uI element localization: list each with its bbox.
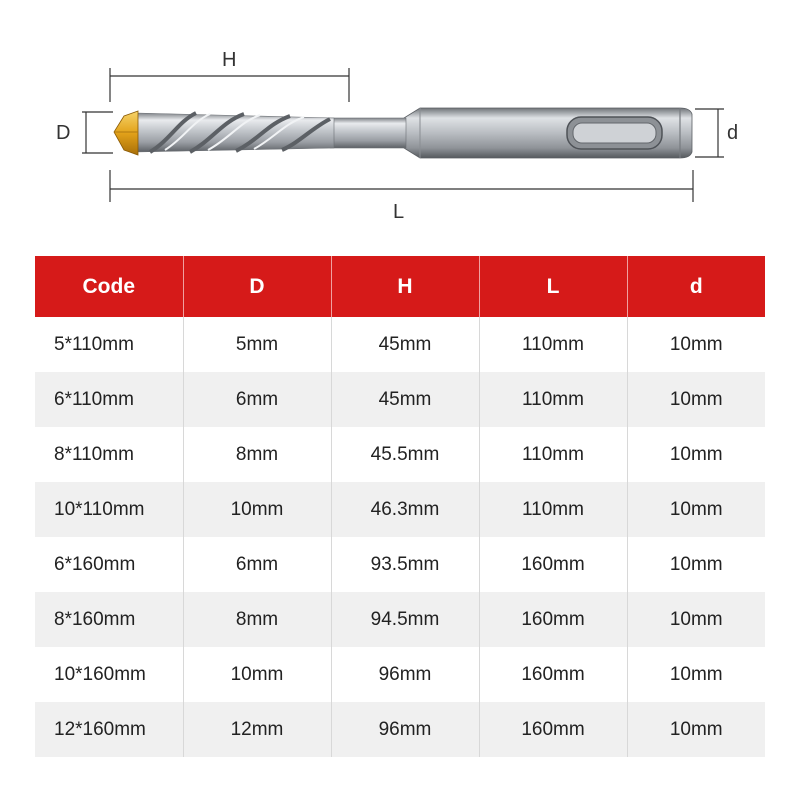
dimension-l: [110, 170, 693, 202]
cell-d-shank: 10mm: [627, 372, 765, 427]
cell-h: 96mm: [331, 702, 479, 757]
cell-code: 12*160mm: [35, 702, 183, 757]
table-row: [35, 592, 765, 647]
carbide-tip: [114, 111, 138, 155]
cell-code: 8*110mm: [35, 427, 183, 482]
label-d-shank: d: [727, 122, 739, 144]
cell-code: 10*110mm: [35, 482, 183, 537]
cell-d-shank: 10mm: [627, 482, 765, 537]
cell-l: 110mm: [479, 372, 627, 427]
cell-h: 46.3mm: [331, 482, 479, 537]
cell-h: 93.5mm: [331, 537, 479, 592]
cell-h: 45mm: [331, 372, 479, 427]
cell-h: 94.5mm: [331, 592, 479, 647]
cell-h: 45.5mm: [331, 427, 479, 482]
cell-d-tip: 12mm: [183, 702, 331, 757]
cell-d-tip: 6mm: [183, 537, 331, 592]
label-l: L: [393, 201, 405, 223]
table-row: [35, 702, 765, 757]
cell-d-tip: 10mm: [183, 482, 331, 537]
cell-code: 6*110mm: [35, 372, 183, 427]
cell-d-tip: 8mm: [183, 427, 331, 482]
cell-d-shank: 10mm: [627, 592, 765, 647]
cell-d-shank: 10mm: [627, 702, 765, 757]
cell-l: 110mm: [479, 427, 627, 482]
cell-l: 160mm: [479, 647, 627, 702]
cell-code: 5*110mm: [35, 317, 183, 372]
cell-h: 96mm: [331, 647, 479, 702]
cell-d-shank: 10mm: [627, 647, 765, 702]
cell-code: 10*160mm: [35, 647, 183, 702]
table-header-row: [35, 256, 765, 317]
label-d-tip: D: [56, 122, 71, 144]
table-row: [35, 317, 765, 372]
drill-flutes: [136, 113, 334, 152]
header-d-shank: d: [627, 256, 765, 317]
header-h: H: [331, 256, 479, 317]
spec-table: [35, 256, 765, 757]
table-row: [35, 427, 765, 482]
cell-l: 160mm: [479, 702, 627, 757]
header-l: L: [479, 256, 627, 317]
cell-d-tip: 6mm: [183, 372, 331, 427]
cell-d-tip: 10mm: [183, 647, 331, 702]
table-row: [35, 647, 765, 702]
header-d-tip: D: [183, 256, 331, 317]
cell-d-shank: 10mm: [627, 317, 765, 372]
table-row: [35, 372, 765, 427]
drill-bit-diagram: [0, 0, 800, 240]
cell-code: 6*160mm: [35, 537, 183, 592]
drill-shank: [404, 108, 692, 158]
cell-d-tip: 8mm: [183, 592, 331, 647]
cell-l: 110mm: [479, 482, 627, 537]
table-row: [35, 537, 765, 592]
cell-d-shank: 10mm: [627, 427, 765, 482]
cell-l: 160mm: [479, 592, 627, 647]
header-code: Code: [35, 256, 183, 317]
cell-l: 160mm: [479, 537, 627, 592]
drill-neck: [330, 118, 406, 148]
label-h: H: [222, 49, 237, 71]
cell-code: 8*160mm: [35, 592, 183, 647]
dimension-d-tip: [82, 112, 113, 153]
dimension-d-shank: [695, 109, 724, 157]
cell-d-shank: 10mm: [627, 537, 765, 592]
cell-h: 45mm: [331, 317, 479, 372]
table-row: [35, 482, 765, 537]
cell-l: 110mm: [479, 317, 627, 372]
cell-d-tip: 5mm: [183, 317, 331, 372]
dimension-h: [110, 68, 349, 102]
